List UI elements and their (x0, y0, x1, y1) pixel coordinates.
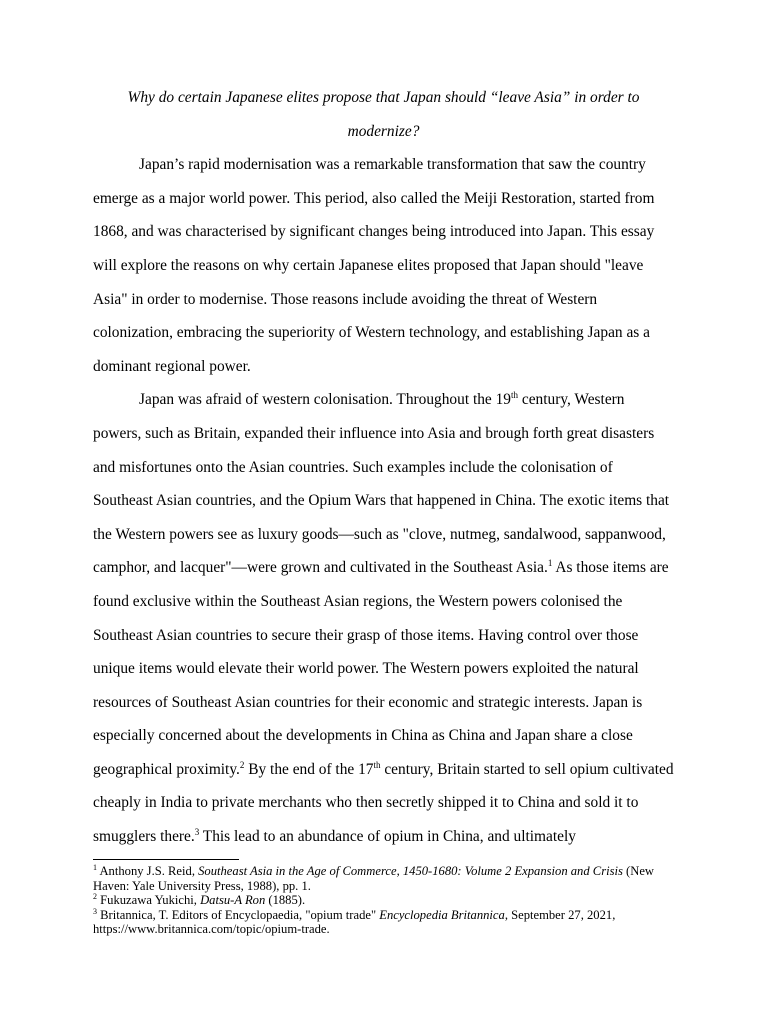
paragraph-text: Japan was afraid of western colonisation. Throughout the 19 (139, 391, 511, 409)
footnote-text: Anthony J.S. Reid, (97, 864, 199, 878)
footnote-number: 2 (93, 892, 97, 902)
ordinal-suffix: th (373, 759, 381, 770)
paragraph-text: By the end of the 17 (244, 760, 374, 778)
paragraph-introduction: Japan’s rapid modernisation was a remarkable transformation that saw the country emerge as a major world power. This period, also called the Meiji Restoration, started from 1868, and was characterised by significant changes being introduced into Japan. This essay will explore the reasons on why certain Japanese elites proposed that Japan should "leave Asia" in order to modernise. Those reasons include avoiding the threat of Western colonization, embracing the superiority of Western technology, and establishing Japan as a dominant regional power. (93, 156, 655, 375)
footnote-1 (93, 864, 683, 893)
footnote-3 (93, 908, 683, 937)
footnote-separator (93, 859, 239, 860)
footnote-title: Encyclopedia Britannica (379, 907, 505, 922)
footnote-text: (New Haven: Yale University Press, 1988), pp. 1. (93, 864, 655, 893)
paragraph-text: As those items are found exclusive within the Southeast Asian regions, the Western powers colonised the Southeast Asian countries to secure their grasp of those items. Having control over those unique items would elevate their world power. The Western powers exploited the natural resources of Southeast Asian countries for their economic and strategic interests. Japan is especially concerned about the developments in China as China and Japan share a close geographical proximity. (93, 559, 669, 778)
footnote-2 (93, 893, 683, 908)
footnote-text: , September 27, 2021, https://www.britannica.com/topic/opium-trade. (93, 907, 616, 937)
footnote-ref-3: 3 (194, 827, 200, 838)
body-text (93, 81, 674, 854)
paragraph-text: This lead to an abundance of opium in China, and ultimately (199, 828, 576, 846)
ordinal-suffix: th (511, 390, 519, 401)
footnote-number: 3 (93, 906, 97, 916)
paragraph-text: century, Western powers, such as Britain, expanded their influence into Asia and brough forth great disasters and misfortunes onto the Asian countries. Such examples include the colonisation of Southeast Asian countries, and the Opium Wars that happened in China. The exotic items that the Western powers see as luxury goods—such as "clove, nutmeg, sandalwood, sappanwood, camphor, and lacquer"—were grown and cultivated in the Southeast Asia. (93, 391, 670, 577)
footnote-title: Southeast Asia in the Age of Commerce, 1450-1680: Volume 2 Expansion and Crisis (198, 864, 623, 878)
paragraph-text: century, Britain started to sell opium cultivated cheaply in India to private merchants who then secretly shipped it to China and sold it to smugglers there. (93, 760, 674, 846)
paragraph-colonisation (93, 383, 674, 853)
footnote-text: (1885). (265, 893, 306, 908)
essay-title: Why do certain Japanese elites propose that Japan should “leave Asia” in order to modernize? (127, 89, 640, 140)
footnote-number: 1 (93, 863, 97, 872)
footnote-text: Britannica, T. Editors of Encyclopaedia, "opium trade" (97, 907, 380, 922)
footnote-ref-2: 2 (239, 759, 245, 770)
footnotes (93, 864, 683, 937)
footnote-title: Datsu-A Ron (200, 893, 266, 908)
footnote-ref-1: 1 (547, 558, 553, 569)
footnote-text: Fukuzawa Yukichi, (97, 893, 201, 908)
